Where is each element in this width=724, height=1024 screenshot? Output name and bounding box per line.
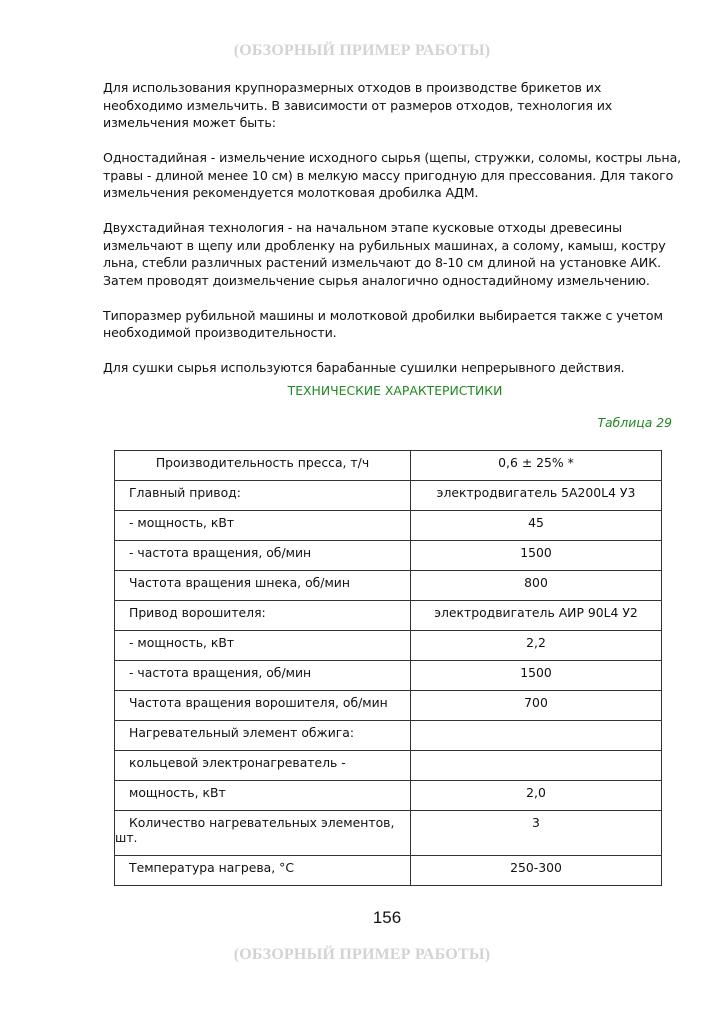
paragraph-drying: Для сушки сырья используются барабанные сушилки непрерывного действия.: [103, 360, 625, 375]
page-number: 156: [372, 908, 402, 927]
paragraph-size-selection: Типоразмер рубильной машины и молотковой дробилки выбирается также с учетом необходимой производительности.: [103, 307, 663, 340]
body-text: [103, 79, 683, 394]
table-row: [115, 601, 662, 631]
table-row: [115, 511, 662, 541]
value-cell: электродвигатель АИР 90L4 У2: [411, 601, 662, 631]
value-cell: 3: [411, 811, 662, 856]
param-cell: Главный привод:: [115, 481, 411, 511]
param-cell: Нагревательный элемент обжига:: [115, 721, 411, 751]
paragraph-single-stage: Одностадийная - измельчение исходного сырья (щепы, стружки, соломы, костры льна, травы - длиной менее 10 см) в мелкую массу пригодную для прессования. Для такого измельчения рекомендуется молотковая дробилка АДМ.: [103, 150, 682, 200]
table-row: [115, 541, 662, 571]
value-cell: электродвигатель 5А200L4 У3: [411, 481, 662, 511]
value-cell: [411, 721, 662, 751]
value-cell: 250-300: [411, 856, 662, 886]
param-cell: - частота вращения, об/мин: [115, 661, 411, 691]
param-line-2: шт.: [115, 830, 138, 845]
value-cell: 1500: [411, 661, 662, 691]
watermark-header: (ОБЗОРНЫЙ ПРИМЕР РАБОТЫ): [233, 42, 491, 59]
table-row: [115, 751, 662, 781]
param-cell: Температура нагрева, °С: [115, 856, 411, 886]
param-line-1: Количество нагревательных элементов,: [129, 815, 395, 830]
value-cell: 2,2: [411, 631, 662, 661]
table-caption: Таблица 29: [597, 415, 672, 430]
param-cell: - частота вращения, об/мин: [115, 541, 411, 571]
table-row: [115, 631, 662, 661]
value-cell: 800: [411, 571, 662, 601]
param-cell: Привод ворошителя:: [115, 601, 411, 631]
param-cell: - мощность, кВт: [115, 511, 411, 541]
table-row: [115, 451, 662, 481]
value-cell: [411, 751, 662, 781]
value-cell: 700: [411, 691, 662, 721]
table-row: [115, 661, 662, 691]
param-cell: - мощность, кВт: [115, 631, 411, 661]
paragraph-two-stage: Двухстадийная технология - на начальном этапе кусковые отходы древесины измельчают в щепу или дробленку на рубильных машинах, а солому, камыш, костру льна, стебли различных растений измельчают до 8-10 см длиной на установке АИК. Затем проводят доизмельчение сырья аналогично одностадийному измельчению.: [103, 220, 666, 288]
specifications-table: [114, 450, 662, 886]
value-cell: 1500: [411, 541, 662, 571]
param-cell: Частота вращения ворошителя, об/мин: [115, 691, 411, 721]
param-cell: кольцевой электронагреватель -: [115, 751, 411, 781]
table-row: [115, 481, 662, 511]
table-row: [115, 571, 662, 601]
value-cell: 0,6 ± 25% *: [411, 451, 662, 481]
param-cell: мощность, кВт: [115, 781, 411, 811]
table-row: [115, 691, 662, 721]
table-row: [115, 856, 662, 886]
watermark-footer: (ОБЗОРНЫЙ ПРИМЕР РАБОТЫ): [233, 946, 491, 963]
param-cell: Производительность пресса, т/ч: [115, 451, 411, 481]
value-cell: 45: [411, 511, 662, 541]
table-row: [115, 811, 662, 856]
table-row: [115, 721, 662, 751]
param-cell: [115, 811, 411, 856]
value-cell: 2,0: [411, 781, 662, 811]
table-row: [115, 781, 662, 811]
section-title: ТЕХНИЧЕСКИЕ ХАРАКТЕРИСТИКИ: [287, 383, 503, 398]
param-cell: Частота вращения шнека, об/мин: [115, 571, 411, 601]
paragraph-intro: Для использования крупноразмерных отходов в производстве брикетов их необходимо измельчить. В зависимости от размеров отходов, технология их измельчения может быть:: [103, 80, 613, 130]
